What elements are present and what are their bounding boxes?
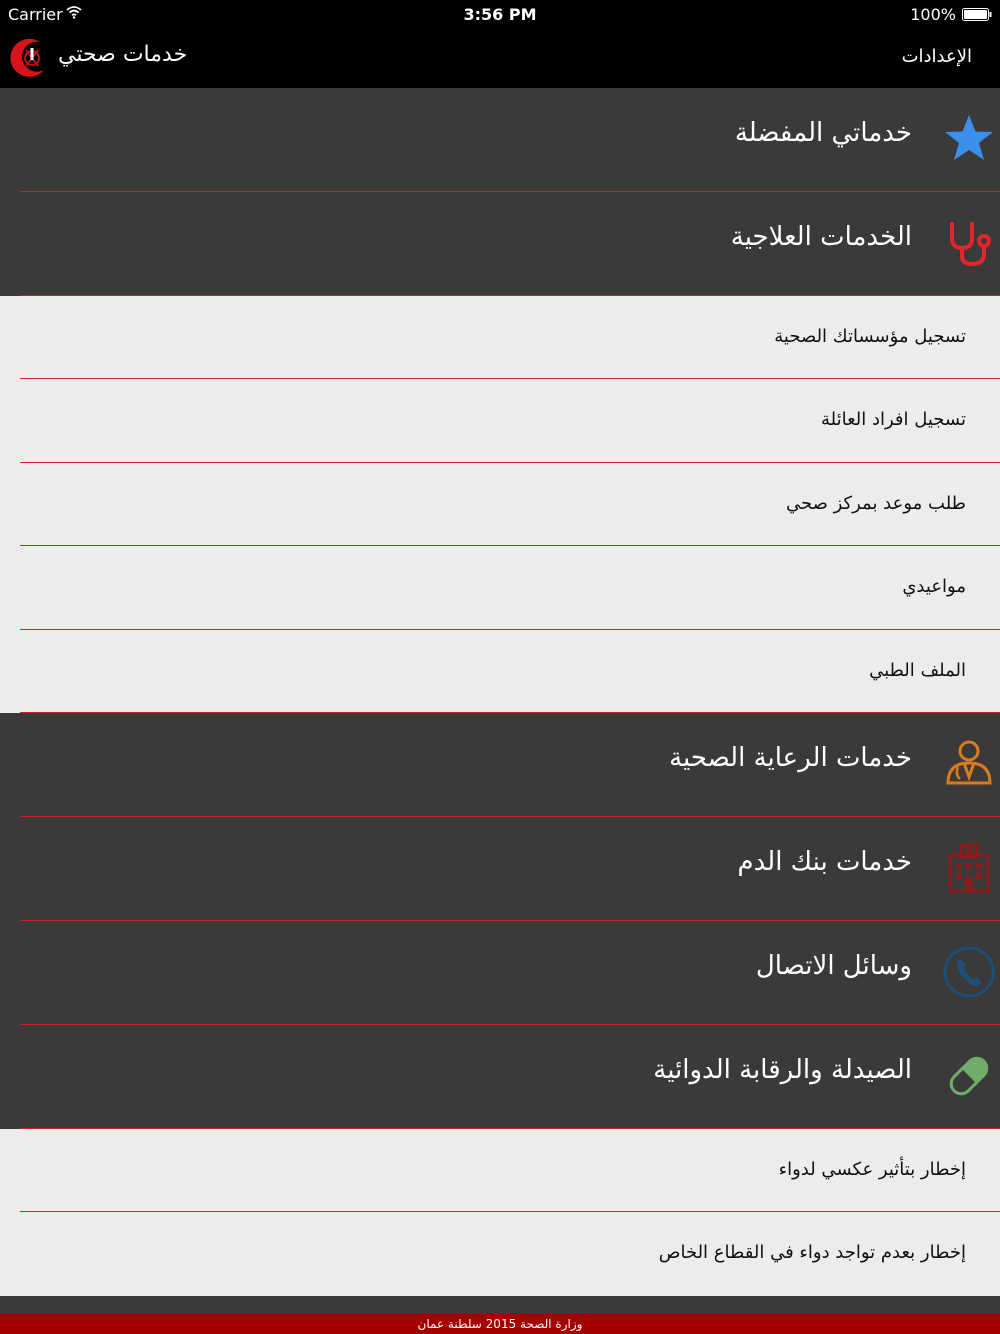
app-logo-icon <box>6 36 50 80</box>
list-item-adverse-reaction[interactable] <box>0 1129 1000 1212</box>
section-contact-label: وسائل الاتصال <box>755 950 912 981</box>
list-item-label: الملف الطبي <box>869 659 966 681</box>
clock: 3:56 PM <box>463 5 537 24</box>
section-healthcare-label: خدمات الرعاية الصحية <box>669 742 912 773</box>
carrier-label: Carrier <box>8 5 63 24</box>
footer-spacer <box>0 1296 1000 1314</box>
footer: وزارة الصحة 2015 سلطنة عمان <box>0 1314 1000 1334</box>
list-item-my-appointments[interactable] <box>0 546 1000 629</box>
list-item-label: تسجيل افراد العائلة <box>820 409 966 431</box>
section-healthcare[interactable] <box>0 713 1000 817</box>
list-item-label: إخطار بعدم تواجد دواء في القطاع الخاص <box>658 1242 966 1264</box>
list-item-label: طلب موعد بمركز صحي <box>785 492 966 514</box>
list-item-register-facilities[interactable] <box>0 296 1000 379</box>
star-icon <box>942 112 996 166</box>
section-bloodbank[interactable] <box>0 817 1000 921</box>
section-treatment[interactable] <box>0 192 1000 296</box>
list-item-label: تسجيل مؤسساتك الصحية <box>774 326 966 347</box>
section-favorites[interactable] <box>0 88 1000 192</box>
settings-button[interactable]: الإعدادات <box>901 46 972 67</box>
section-contact[interactable] <box>0 921 1000 1025</box>
list-item-label: مواعيدي <box>902 576 966 598</box>
section-pharmacy-label: الصيدلة والرقابة الدوائية <box>653 1054 912 1085</box>
hospital-icon <box>942 841 996 895</box>
stethoscope-icon <box>942 216 996 270</box>
list-item-request-appointment[interactable] <box>0 463 1000 546</box>
battery-percentage: 100% <box>910 5 956 24</box>
phone-icon <box>942 945 996 999</box>
list-item-drug-unavailable[interactable] <box>0 1212 1000 1295</box>
services-menu <box>0 88 1000 1296</box>
section-treatment-label: الخدمات العلاجية <box>730 222 912 252</box>
list-item-register-family[interactable] <box>0 379 1000 462</box>
status-bar <box>0 0 1000 30</box>
navigation-bar <box>0 30 1000 88</box>
battery-icon <box>962 8 992 21</box>
doctor-icon <box>942 737 996 791</box>
section-favorites-label: خدماتي المفضلة <box>734 118 912 148</box>
list-item-label: إخطار بتأثير عكسي لدواء <box>778 1158 966 1180</box>
pill-icon <box>942 1049 996 1103</box>
page-title: خدمات صحتي <box>58 42 188 67</box>
list-item-medical-file[interactable] <box>0 630 1000 713</box>
section-bloodbank-label: خدمات بنك الدم <box>737 846 912 877</box>
section-pharmacy[interactable] <box>0 1025 1000 1129</box>
